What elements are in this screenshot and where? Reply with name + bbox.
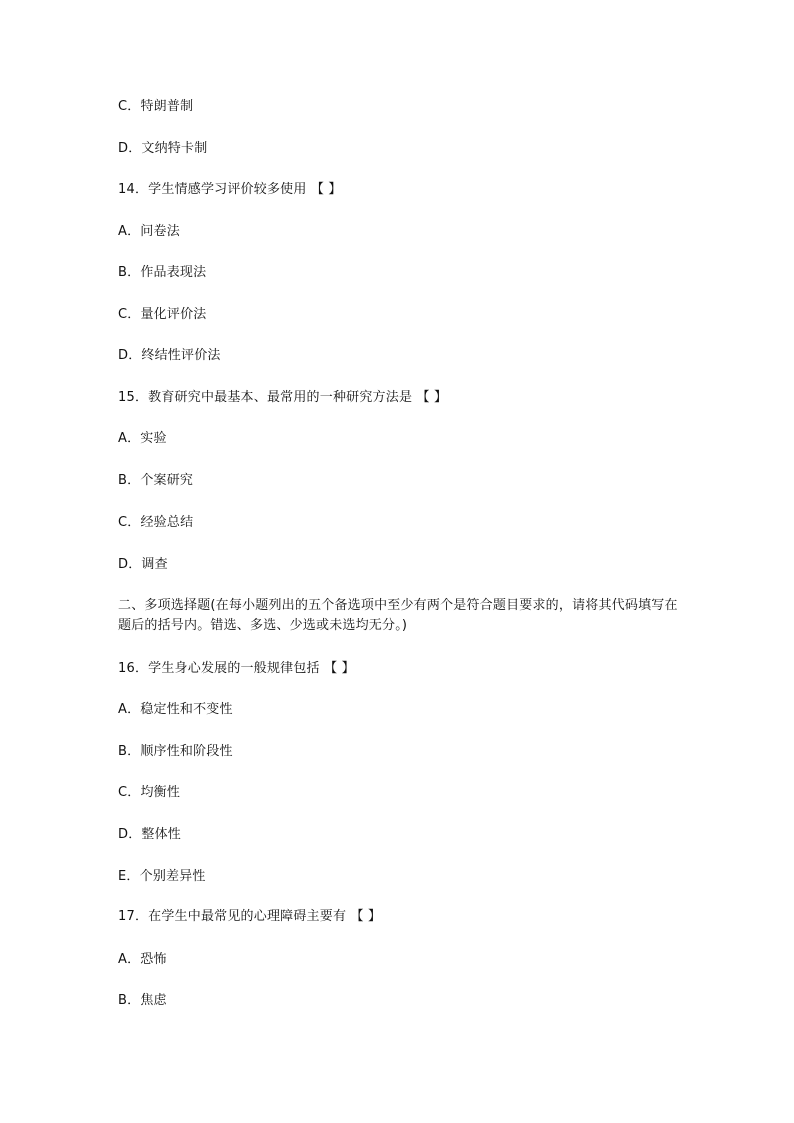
option-16e: E．个别差异性 (118, 869, 206, 884)
option-14b: B．作品表现法 (118, 265, 207, 280)
option-15c: C．经验总结 (118, 515, 194, 530)
option-15a: A．实验 (118, 431, 167, 446)
option-14c: C．量化评价法 (118, 307, 207, 322)
option-16d: D．整体性 (118, 827, 182, 842)
option-16b: B．顺序性和阶段性 (118, 744, 233, 759)
question-14: 14．学生情感学习评价较多使用 【 】 (118, 182, 342, 197)
option-17a: A．恐怖 (118, 952, 167, 967)
option-13c: C．特朗普制 (118, 99, 194, 114)
option-16a: A．稳定性和不变性 (118, 702, 233, 717)
option-15d: D．调查 (118, 557, 168, 572)
question-17: 17．在学生中最常见的心理障碍主要有 【 】 (118, 909, 382, 924)
option-15b: B．个案研究 (118, 473, 194, 488)
section-multiple-choice-heading: 二、多项选择题(在每小题列出的五个备选项中至少有两个是符合题目要求的，请将其代码填写在题后的括号内。错选、多选、少选或未选均无分。) (118, 598, 678, 633)
option-14a: A．问卷法 (118, 224, 180, 239)
option-17b: B．焦虑 (118, 993, 167, 1008)
question-16: 16．学生身心发展的一般规律包括 【 】 (118, 661, 355, 676)
option-13d: D．文纳特卡制 (118, 141, 208, 156)
option-16c: C．均衡性 (118, 785, 181, 800)
option-14d: D．终结性评价法 (118, 348, 221, 363)
question-15: 15．教育研究中最基本、最常用的一种研究方法是 【 】 (118, 390, 448, 405)
